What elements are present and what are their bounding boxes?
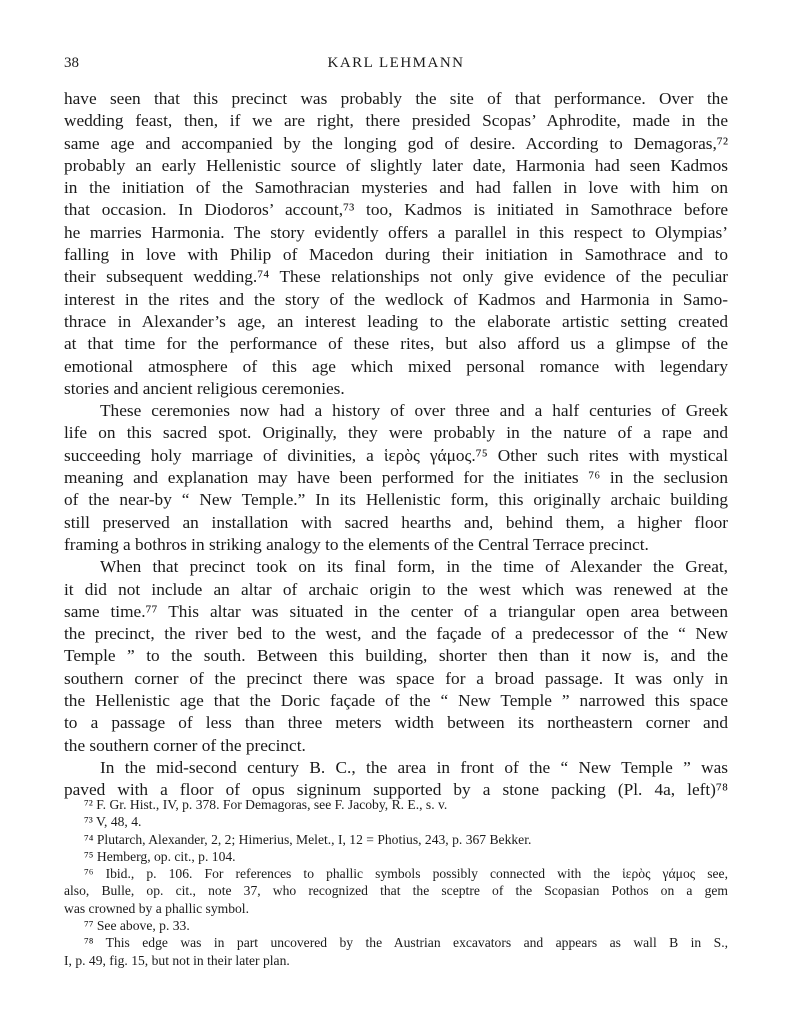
footnote-76-continued: also, Bulle, op. cit., note 37, who recognized that the sceptre of the Scopasian Pothos on a gem [64, 883, 728, 899]
text-line: it did not include an altar of archaic origin to the west which was renewed at the [64, 579, 728, 599]
running-head: KARL LEHMANN [327, 55, 465, 71]
text-line: of the near-by “ New Temple.” In its Hellenistic form, this originally archaic building [64, 490, 728, 510]
footnote-76-continued: was crowned by a phallic symbol. [64, 900, 249, 916]
footnote-77: ⁷⁷ See above, p. 33. [84, 918, 190, 934]
text-line: life on this sacred spot. Originally, they were probably in the nature of a rape and [64, 423, 728, 443]
text-line: wedding feast, then, if we are right, there presided Scopas’ Aphrodite, made in the [64, 111, 728, 131]
text-line: to a passage of less than three meters width between its northeastern corner and [64, 713, 728, 733]
text-line: southern corner of the precinct there was space for a broad passage. It was only in [64, 668, 728, 688]
page-number: 38 [64, 55, 79, 71]
footnote-76: ⁷⁶ Ibid., p. 106. For references to phallic symbols possibly connected with the ἱερὸς γάμος see, [84, 866, 728, 882]
text-line: In the mid-second century B. C., the area in front of the “ New Temple ” was [100, 757, 728, 777]
text-line: the Hellenistic age that the Doric façade of the “ New Temple ” narrowed this space [64, 691, 728, 711]
text-line: emotional atmosphere of this age which mixed personal romance with legendary [64, 356, 728, 376]
text-line: interest in the rites and the story of the wedlock of Kadmos and Harmonia in Samo- [64, 289, 728, 309]
text-line: same time.⁷⁷ This altar was situated in the center of a triangular open area between [64, 601, 728, 621]
main-text [64, 88, 728, 802]
text-line: the precinct, the river bed to the west, and the façade of a predecessor of the “ New [64, 624, 728, 644]
paragraph [64, 757, 728, 802]
text-line: probably an early Hellenistic source of slightly later date, Harmonia had seen Kadmos [64, 155, 728, 175]
text-line: in the initiation of the Samothracian mysteries and had fallen in love with him on [64, 178, 728, 198]
text-line: meaning and explanation may have been performed for the initiates ⁷⁶ in the seclusion [64, 468, 728, 488]
paragraph [64, 556, 728, 757]
text-line: framing a bothros in striking analogy to the elements of the Central Terrace precinct. [64, 534, 649, 554]
text-line: When that precinct took on its final form, in the time of Alexander the Great, [100, 557, 728, 577]
text-line: same age and accompanied by the longing god of desire. According to Demagoras,⁷² [64, 133, 728, 153]
page-header [64, 55, 728, 77]
text-line: still preserved an installation with sacred hearths and, behind them, a higher floor [64, 512, 728, 532]
footnotes [64, 796, 728, 969]
paragraph [64, 400, 728, 556]
text-line: at that time for the performance of these rites, but also afford us a glimpse of the [64, 334, 728, 354]
text-line: falling in love with Philip of Macedon during their initiation in Samothrace and to [64, 245, 728, 265]
footnote-74: ⁷⁴ Plutarch, Alexander, 2, 2; Himerius, Melet., I, 12 = Photius, 243, p. 367 Bekker. [84, 831, 532, 847]
footnote-72: ⁷² F. Gr. Hist., IV, p. 378. For Demagoras, see F. Jacoby, R. E., s. v. [84, 797, 448, 812]
text-line: Temple ” to the south. Between this building, shorter then than it now is, and the [64, 646, 728, 666]
text-line: thrace in Alexander’s age, an interest leading to the elaborate artistic setting created [64, 311, 728, 331]
footnote-78-continued: I, p. 49, fig. 15, but not in their later plan. [64, 952, 290, 968]
text-line: These ceremonies now had a history of over three and a half centuries of Greek [100, 401, 728, 421]
footnote-75: ⁷⁵ Hemberg, op. cit., p. 104. [84, 848, 236, 864]
paragraph [64, 88, 728, 400]
text-line: the southern corner of the precinct. [64, 735, 306, 755]
footnote-78: ⁷⁸ This edge was in part uncovered by the Austrian excavators and appears as wall B in S., [84, 935, 728, 951]
text-line: stories and ancient religious ceremonies. [64, 378, 345, 398]
text-line: paved with a floor of opus signinum supported by a stone packing (Pl. 4a, left)⁷⁸ [64, 780, 728, 800]
text-line: that occasion. In Diodoros’ account,⁷³ too, Kadmos is initiated in Samothrace before [64, 200, 728, 220]
text-line: he marries Harmonia. The story evidently offers a parallel in this respect to Olympias’ [64, 222, 728, 242]
text-line: have seen that this precinct was probably the site of that performance. Over the [64, 89, 728, 108]
footnote-73: ⁷³ V, 48, 4. [84, 814, 142, 830]
text-line: their subsequent wedding.⁷⁴ These relationships not only give evidence of the peculiar [64, 267, 728, 287]
text-line: succeeding holy marriage of divinities, a ἱερὸς γάμος.⁷⁵ Other such rites with mystical [64, 445, 728, 465]
